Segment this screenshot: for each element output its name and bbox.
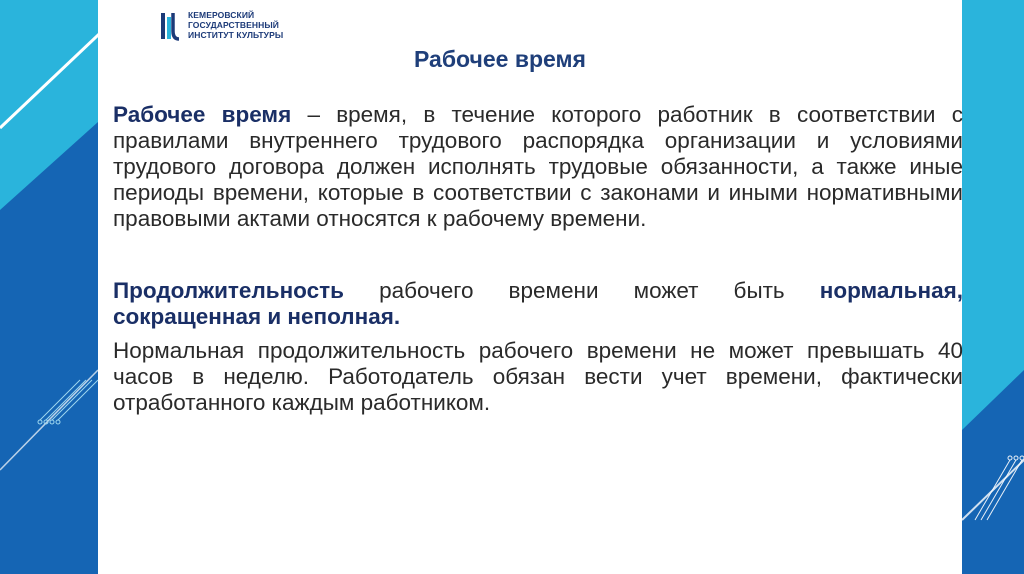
duration-term: Продолжительность (113, 278, 344, 303)
logo-line-2: ГОСУДАРСТВЕННЫЙ (188, 20, 279, 30)
normal-duration-paragraph: Нормальная продолжительность рабочего времени не может превышать 40 часов в неделю. Работодатель обязан вести учет времени, фактически отработанного каждым работником. (113, 338, 963, 415)
slide-body (113, 102, 963, 416)
institute-logo (158, 5, 318, 45)
definition-paragraph (113, 102, 963, 232)
definition-term: Рабочее время (113, 102, 292, 127)
duration-text: рабочего времени может быть (343, 278, 820, 303)
slide-title: Рабочее время (414, 46, 586, 72)
duration-paragraph (113, 278, 963, 330)
duration-types: нормальная, сокращенная и неполная. (113, 278, 963, 329)
logo-mark-icon (158, 7, 182, 43)
logo-text (188, 10, 283, 40)
definition-text: – время, в течение которого работник в соответствии с правилами внутреннего трудового распорядка организации и условиями трудового договора должен исполнять трудовые обязанности, а также иные периоды времени, которые в соответствии с законами и иными нормативными правовыми актами относятся к рабочему времени. (113, 102, 963, 231)
logo-line-3: ИНСТИТУТ КУЛЬТУРЫ (188, 30, 284, 40)
logo-line-1: КЕМЕРОВСКИЙ (188, 10, 255, 20)
